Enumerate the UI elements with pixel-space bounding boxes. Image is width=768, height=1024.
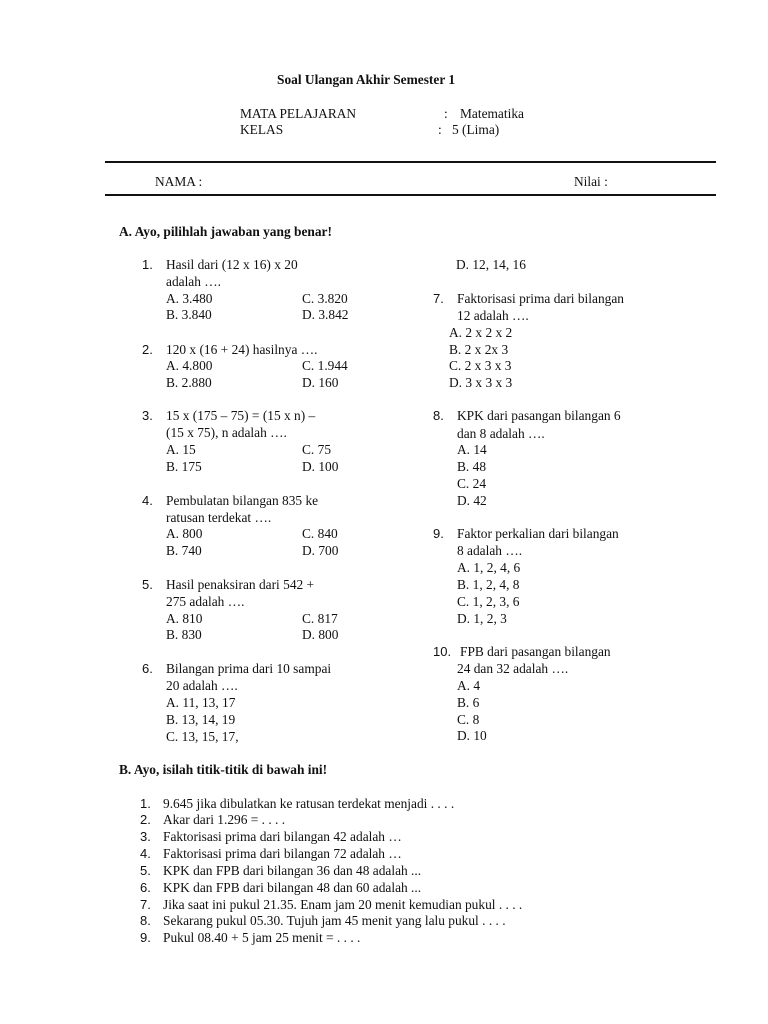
question-text: dan 8 adalah …. [457, 426, 545, 441]
option-c: C. 8 [457, 712, 480, 727]
question-text: 20 adalah …. [166, 678, 238, 693]
name-label: NAMA : [155, 174, 203, 189]
question-text: 120 x (16 + 24) hasilnya …. [166, 342, 318, 357]
fill-item-number: 4. [140, 846, 151, 861]
fill-item-number: 3. [140, 829, 151, 844]
section-a-heading: A. Ayo, pilihlah jawaban yang benar! [119, 224, 332, 239]
option-c: C. 1, 2, 3, 6 [457, 594, 520, 609]
option-c: C. 13, 15, 17, [166, 729, 239, 744]
question-number: 6. [142, 661, 153, 676]
question-text: FPB dari pasangan bilangan [460, 644, 611, 659]
option-b: B. 830 [166, 627, 202, 642]
fill-item-number: 5. [140, 863, 151, 878]
question-text: Faktorisasi prima dari bilangan [457, 291, 624, 306]
question-number: 4. [142, 493, 153, 508]
option-a: A. 1, 2, 4, 6 [457, 560, 521, 575]
option-d: D. 700 [302, 543, 339, 558]
question-text: 275 adalah …. [166, 594, 245, 609]
fill-item-text: 9.645 jika dibulatkan ke ratusan terdekat menjadi . . . . [163, 796, 455, 811]
option-b: B. 13, 14, 19 [166, 712, 236, 727]
option-c: C. 2 x 3 x 3 [449, 358, 512, 373]
option-b: B. 3.840 [166, 307, 212, 322]
question-text: ratusan terdekat …. [166, 510, 272, 525]
option-d: D. 1, 2, 3 [457, 611, 507, 626]
option-d: D. 42 [457, 493, 487, 508]
question-number: 7. [433, 291, 444, 306]
question-text: Hasil penaksiran dari 542 + [166, 577, 315, 592]
fill-item-number: 2. [140, 812, 151, 827]
option-d: D. 12, 14, 16 [456, 257, 526, 272]
question-number: 5. [142, 577, 153, 592]
subject-separator: : [444, 106, 448, 121]
option-b: B. 48 [457, 459, 487, 474]
class-value: 5 (Lima) [452, 122, 500, 137]
option-b: B. 1, 2, 4, 8 [457, 577, 520, 592]
fill-item-text: Sekarang pukul 05.30. Tujuh jam 45 menit yang lalu pukul . . . . [163, 913, 506, 928]
fill-item-number: 8. [140, 913, 151, 928]
fill-item-number: 6. [140, 880, 151, 895]
fill-item-number: 7. [140, 897, 151, 912]
question-text: adalah …. [166, 274, 222, 289]
option-a: A. 11, 13, 17 [166, 695, 236, 710]
question-number: 9. [433, 526, 444, 541]
fill-item-text: KPK dan FPB dari bilangan 36 dan 48 adalah ... [163, 863, 422, 878]
question-text: 12 adalah …. [457, 308, 529, 323]
fill-item-text: Faktorisasi prima dari bilangan 72 adalah … [163, 846, 402, 861]
option-c: C. 817 [302, 611, 338, 626]
option-d: D. 3 x 3 x 3 [449, 375, 513, 390]
option-a: A. 15 [166, 442, 196, 457]
bottom-divider [105, 194, 716, 196]
fill-item-text: Faktorisasi prima dari bilangan 42 adalah … [163, 829, 402, 844]
score-label: Nilai : [574, 174, 608, 189]
fill-item-text: KPK dan FPB dari bilangan 48 dan 60 adalah ... [163, 880, 422, 895]
option-b: B. 175 [166, 459, 202, 474]
question-text: (15 x 75), n adalah …. [166, 425, 287, 440]
question-text: KPK dari pasangan bilangan 6 [457, 408, 621, 423]
subject-value: Matematika [460, 106, 524, 121]
option-b: B. 740 [166, 543, 202, 558]
question-number: 3. [142, 408, 153, 423]
option-a: A. 4 [457, 678, 481, 693]
option-a: A. 4.800 [166, 358, 213, 373]
fill-item-number: 1. [140, 796, 151, 811]
question-text: Bilangan prima dari 10 sampai [166, 661, 332, 676]
option-c: C. 24 [457, 476, 487, 491]
option-c: C. 75 [302, 442, 332, 457]
option-a: A. 14 [457, 442, 487, 457]
fill-item-number: 9. [140, 930, 151, 945]
option-b: B. 2 x 2x 3 [449, 342, 509, 357]
option-d: D. 800 [302, 627, 339, 642]
fill-item-text: Akar dari 1.296 = . . . . [163, 812, 286, 827]
question-text: Pembulatan bilangan 835 ke [166, 493, 319, 508]
option-a: A. 3.480 [166, 291, 213, 306]
option-b: B. 2.880 [166, 375, 212, 390]
option-d: D. 10 [457, 728, 487, 743]
option-a: A. 810 [166, 611, 203, 626]
option-d: D. 100 [302, 459, 339, 474]
top-divider [105, 161, 716, 163]
question-number: 8. [433, 408, 444, 423]
question-text: Faktor perkalian dari bilangan [457, 526, 619, 541]
option-a: A. 2 x 2 x 2 [449, 325, 513, 340]
question-text: Hasil dari (12 x 16) x 20 [166, 257, 298, 272]
page-title: Soal Ulangan Akhir Semester 1 [277, 72, 456, 87]
question-number: 2. [142, 342, 153, 357]
section-b-heading: B. Ayo, isilah titik-titik di bawah ini! [119, 762, 328, 777]
question-number: 10. [433, 644, 452, 659]
question-text: 8 adalah …. [457, 543, 523, 558]
class-label: KELAS [240, 122, 284, 137]
option-b: B. 6 [457, 695, 480, 710]
fill-item-text: Pukul 08.40 + 5 jam 25 menit = . . . . [163, 930, 361, 945]
option-c: C. 3.820 [302, 291, 348, 306]
option-a: A. 800 [166, 526, 203, 541]
question-number: 1. [142, 257, 153, 272]
option-c: C. 840 [302, 526, 338, 541]
fill-item-text: Jika saat ini pukul 21.35. Enam jam 20 menit kemudian pukul . . . . [163, 897, 523, 912]
question-text: 15 x (175 – 75) = (15 x n) – [166, 408, 316, 423]
question-text: 24 dan 32 adalah …. [457, 661, 569, 676]
subject-label: MATA PELAJARAN [240, 106, 357, 121]
class-separator: : [438, 122, 442, 137]
option-d: D. 160 [302, 375, 339, 390]
option-d: D. 3.842 [302, 307, 349, 322]
option-c: C. 1.944 [302, 358, 348, 373]
